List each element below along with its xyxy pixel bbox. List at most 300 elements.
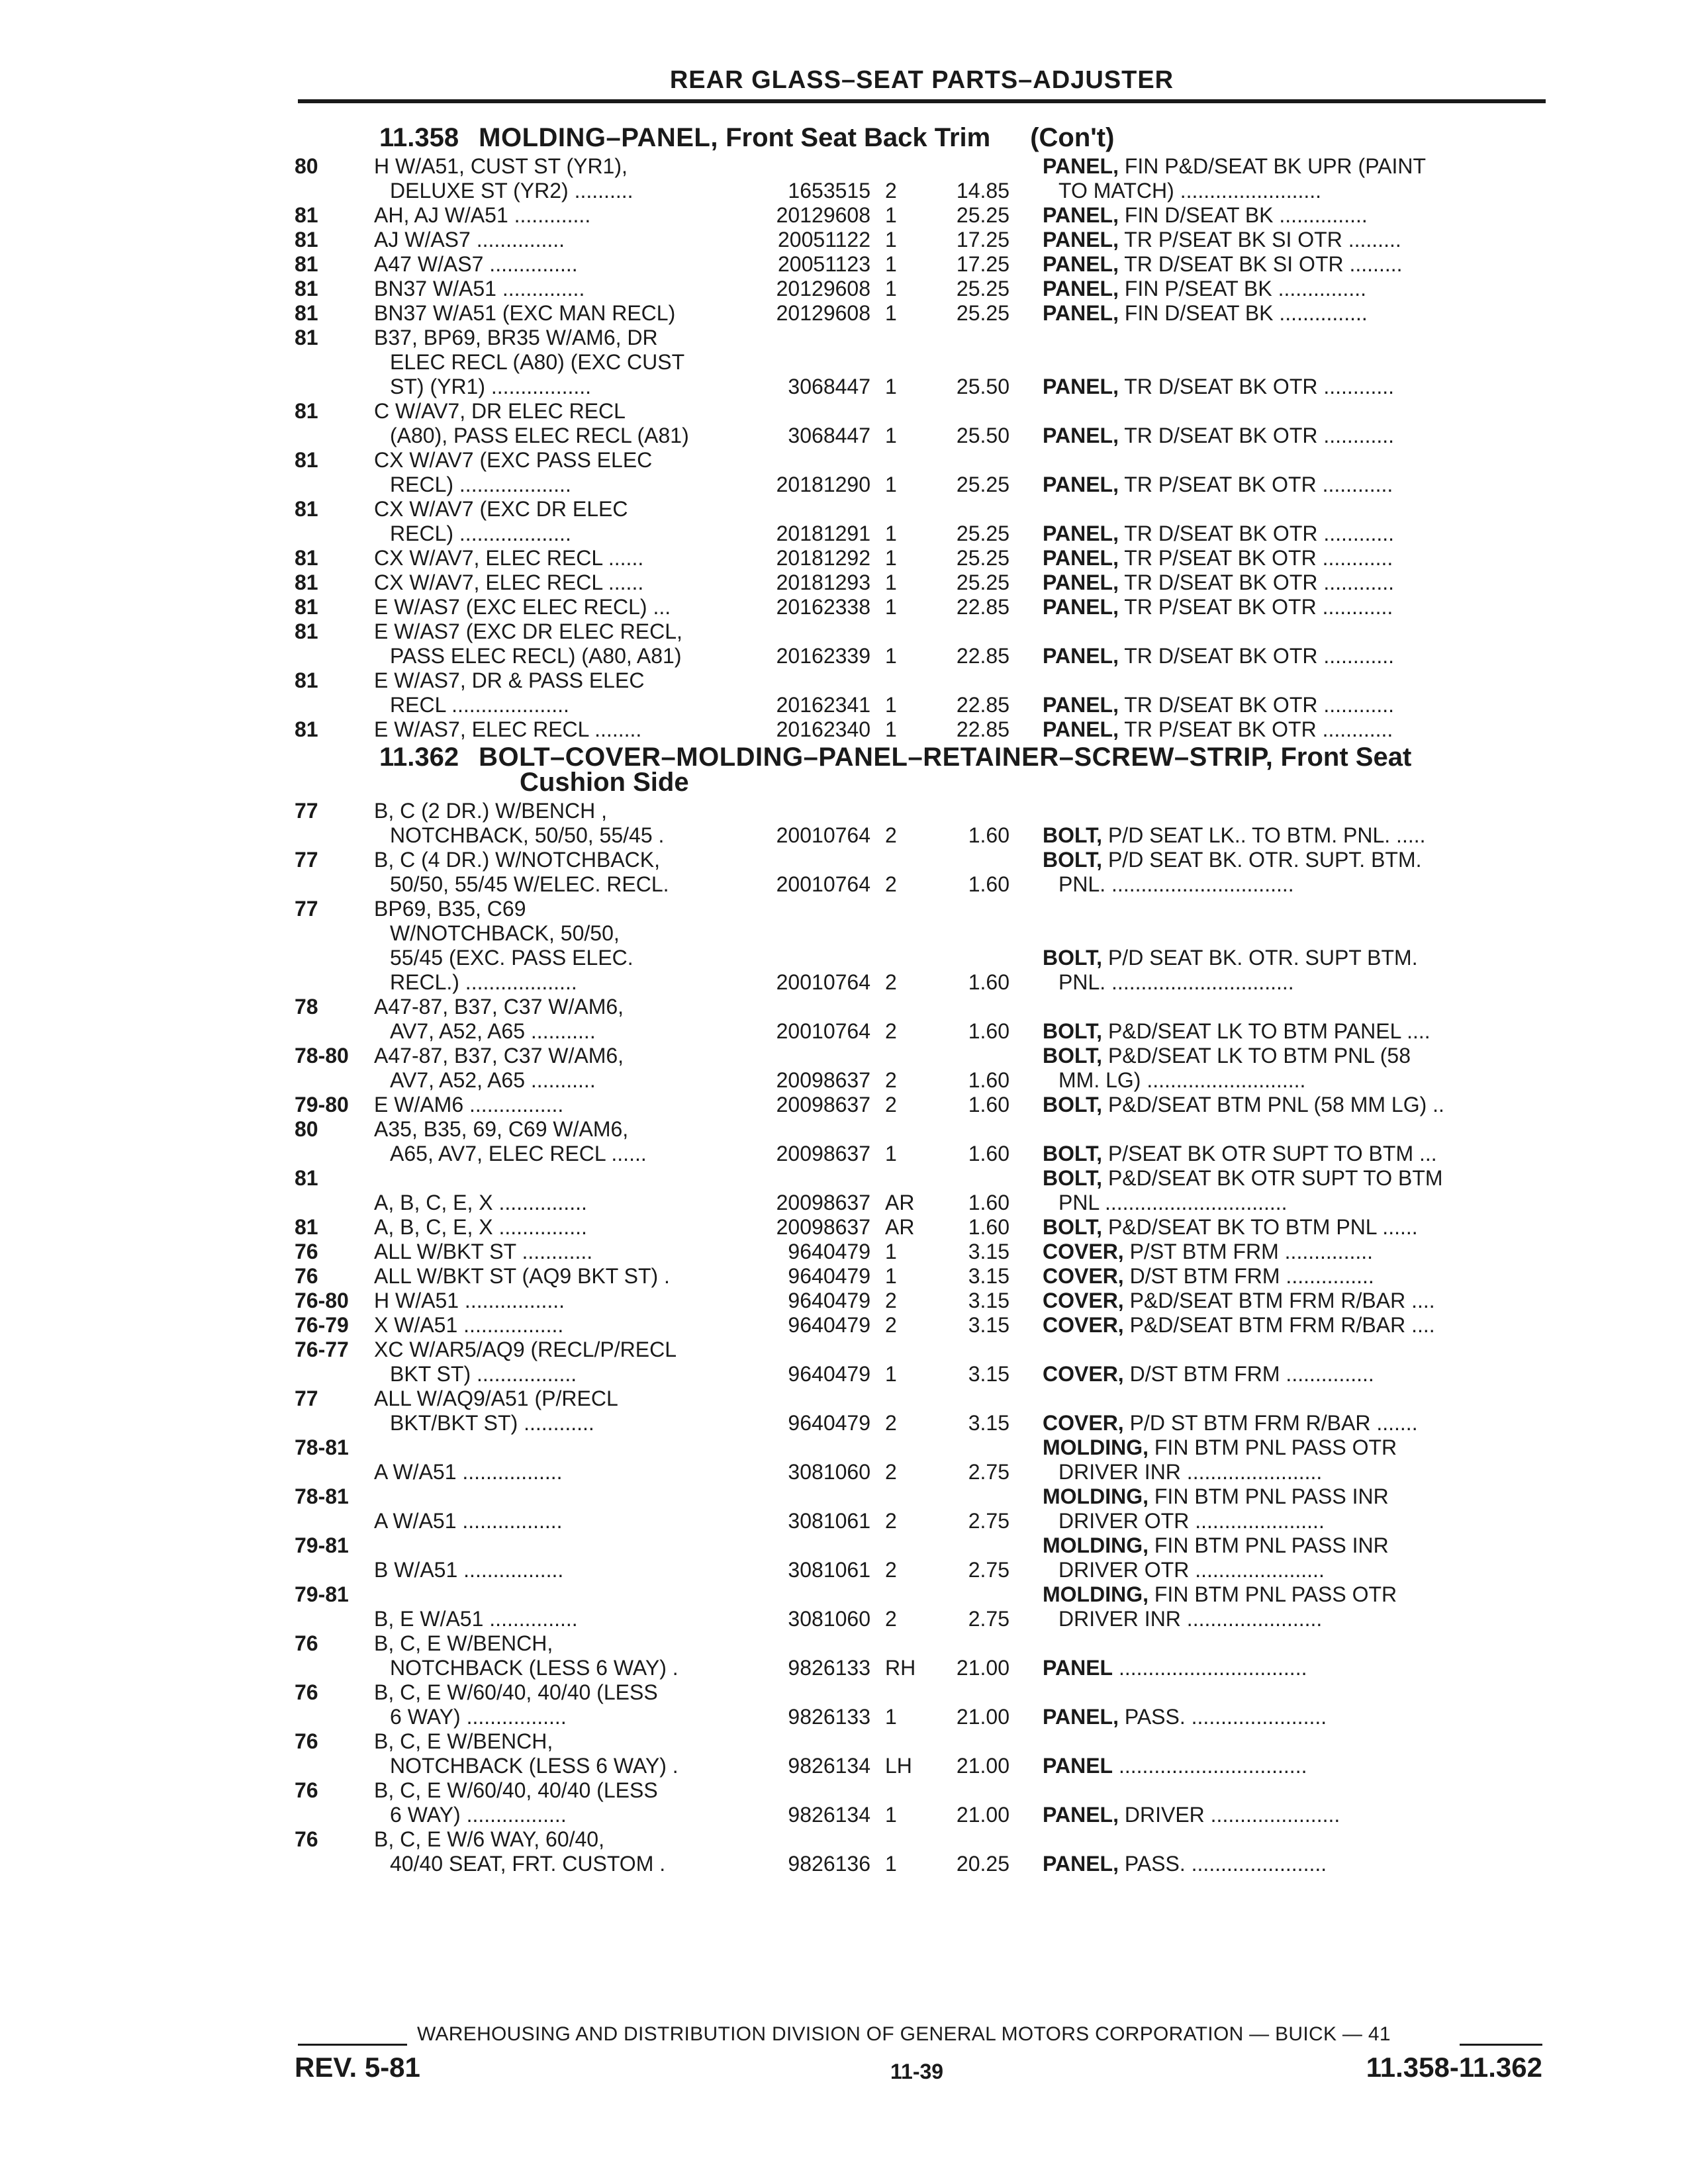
application-line: ALL W/BKT ST (AQ9 BKT ST) . [374, 1264, 670, 1288]
list-price: 3.15 [968, 1240, 1009, 1263]
application-line: B W/A51 ................. [374, 1558, 564, 1582]
description-line [1043, 277, 1506, 301]
part-name: MOLDING, [1043, 1435, 1149, 1459]
description-cell [1009, 1484, 1506, 1533]
application-line: H W/A51, CUST ST (YR1), [374, 154, 628, 178]
quantity: 1 [885, 1240, 897, 1263]
part-name: PANEL, [1043, 644, 1119, 668]
application-line: E W/AS7 (EXC DR ELEC RECL, [374, 619, 682, 643]
illustration-number: 76 [295, 1240, 318, 1263]
application-line: X W/A51 ................. [374, 1313, 564, 1337]
description-cell [1009, 946, 1506, 995]
part-number: 20098637 [776, 1093, 870, 1116]
description-line: DRIVER INR ....................... [1058, 1460, 1323, 1484]
catalog-row [295, 1215, 1546, 1240]
quantity: 1 [885, 1852, 897, 1876]
application-cell [374, 1729, 725, 1778]
application-cell [374, 301, 725, 326]
part-number: 3081060 [788, 1607, 870, 1631]
list-price: 25.25 [956, 203, 1009, 227]
part-name: PANEL, [1043, 203, 1119, 227]
quantity: 1 [885, 1264, 897, 1288]
list-price: 22.85 [956, 717, 1009, 741]
application-cell [374, 595, 725, 619]
quantity: 1 [885, 301, 897, 325]
part-name: PANEL, [1043, 277, 1119, 300]
description-text: TR P/SEAT BK OTR ............ [1124, 595, 1393, 619]
application-line: 55/45 (EXC. PASS ELEC. [390, 946, 633, 970]
part-number: 20129608 [776, 277, 870, 300]
description-text: FIN P&D/SEAT BK UPR (PAINT [1124, 154, 1427, 178]
list-price: 2.75 [968, 1558, 1009, 1582]
part-number: 1653515 [788, 179, 870, 203]
description-text: TR D/SEAT BK OTR ............ [1124, 570, 1395, 594]
catalog-row [295, 570, 1546, 595]
part-number: 9640479 [788, 1289, 870, 1312]
application-line: B37, BP69, BR35 W/AM6, DR [374, 326, 658, 349]
description-text: D/ST BTM FRM ............... [1129, 1264, 1374, 1288]
list-price: 21.00 [956, 1754, 1009, 1778]
illustration-number: 81 [295, 1215, 318, 1239]
application-line: CX W/AV7 (EXC DR ELEC [374, 497, 628, 521]
part-name: BOLT, [1043, 1142, 1103, 1165]
application-cell [374, 848, 725, 897]
application-line: 6 WAY) ................. [390, 1705, 567, 1729]
application-line: RECL.) ................... [390, 970, 577, 994]
catalog-row [295, 848, 1546, 897]
description-line [1043, 1705, 1506, 1729]
part-number: 9640479 [788, 1362, 870, 1386]
description-line [1043, 1582, 1506, 1607]
part-name: BOLT, [1043, 1166, 1103, 1190]
footer-rule-left [298, 2044, 407, 2046]
application-cell [374, 799, 725, 848]
part-number: 9640479 [788, 1411, 870, 1435]
application-cell [374, 1240, 725, 1264]
page-title: REAR GLASS–SEAT PARTS–ADJUSTER [669, 66, 1174, 94]
description-text: P&D/SEAT BTM PNL (58 MM LG) .. [1107, 1093, 1444, 1116]
catalog-row [295, 546, 1546, 570]
application-line: W/NOTCHBACK, 50/50, [390, 921, 620, 945]
application-line: A, B, C, E, X ............... [374, 1191, 587, 1214]
part-number: 9640479 [788, 1264, 870, 1288]
catalog-row [295, 1289, 1546, 1313]
list-price: 20.25 [956, 1852, 1009, 1876]
part-name: BOLT, [1043, 848, 1103, 872]
description-line [1043, 848, 1506, 872]
illustration-number: 78-80 [295, 1044, 349, 1068]
catalog-row [295, 1093, 1546, 1117]
footer-section-range: 11.358-11.362 [1366, 2052, 1542, 2083]
description-text: P&D/SEAT BTM FRM R/BAR .... [1129, 1289, 1435, 1312]
part-name: PANEL, [1043, 1852, 1119, 1876]
list-price: 1.60 [968, 823, 1009, 847]
illustration-number: 81 [295, 203, 318, 227]
list-price: 21.00 [956, 1656, 1009, 1680]
application-cell [374, 1558, 725, 1582]
description-text: P/D SEAT LK.. TO BTM. PNL. ..... [1107, 823, 1426, 847]
application-line: B, C, E W/60/40, 40/40 (LESS [374, 1778, 658, 1802]
description-line [1043, 1533, 1506, 1558]
description-line: PNL. ............................... [1058, 970, 1294, 994]
description-line [1043, 1166, 1506, 1191]
description-line [1043, 546, 1506, 570]
quantity: LH [885, 1754, 912, 1778]
quantity: 1 [885, 570, 897, 594]
illustration-number: 81 [295, 228, 318, 251]
part-name: PANEL, [1043, 154, 1119, 178]
application-line: A, B, C, E, X ............... [374, 1215, 587, 1239]
part-number: 20010764 [776, 823, 870, 847]
part-number: 20098637 [776, 1191, 870, 1214]
illustration-number: 81 [295, 595, 318, 619]
part-name: BOLT, [1043, 1215, 1103, 1239]
description-cell [1009, 301, 1506, 326]
description-text: TR D/SEAT BK OTR ............ [1124, 375, 1395, 398]
application-line: DELUXE ST (YR2) .......... [390, 179, 633, 203]
part-number: 3081061 [788, 1509, 870, 1533]
part-name: PANEL, [1043, 546, 1119, 570]
description-text: TR P/SEAT BK OTR ............ [1124, 717, 1393, 741]
description-line [1043, 1142, 1506, 1166]
application-cell [374, 228, 725, 252]
list-price: 25.50 [956, 424, 1009, 447]
illustration-number: 79-80 [295, 1093, 349, 1116]
description-text: PASS. ....................... [1124, 1705, 1327, 1729]
part-name: PANEL, [1043, 424, 1119, 447]
quantity: 2 [885, 1607, 897, 1631]
description-text: PASS. ....................... [1124, 1852, 1327, 1876]
description-line: DRIVER OTR ...................... [1058, 1509, 1325, 1533]
catalog-row [295, 1264, 1546, 1289]
application-line: B, C, E W/BENCH, [374, 1729, 553, 1753]
description-cell [1009, 848, 1506, 897]
quantity: 2 [885, 1558, 897, 1582]
description-cell [1009, 1215, 1506, 1240]
quantity: 2 [885, 1019, 897, 1043]
part-name: BOLT, [1043, 1093, 1103, 1116]
section-number: 11.362 [379, 743, 459, 772]
illustration-number: 78 [295, 995, 318, 1019]
description-cell [1009, 1411, 1506, 1435]
part-name: MOLDING, [1043, 1582, 1149, 1606]
description-text: P/ST BTM FRM ............... [1129, 1240, 1374, 1263]
catalog-row [295, 1729, 1546, 1778]
section-subtitle: Front Seat [1280, 743, 1412, 772]
description-line [1043, 424, 1506, 448]
illustration-number: 80 [295, 1117, 318, 1141]
catalog-row [295, 1435, 1546, 1484]
catalog-row [295, 497, 1546, 546]
footer-revision: REV. 5-81 [295, 2052, 420, 2083]
application-cell [374, 897, 725, 995]
illustration-number: 81 [295, 619, 318, 643]
description-text: FIN BTM PNL PASS INR [1154, 1484, 1389, 1508]
quantity: 1 [885, 1803, 897, 1827]
quantity: RH [885, 1656, 916, 1680]
part-number: 20098637 [776, 1068, 870, 1092]
application-cell [374, 1289, 725, 1313]
application-line: B, C, E W/6 WAY, 60/40, [374, 1827, 604, 1851]
description-text: TR P/SEAT BK OTR ............ [1124, 546, 1393, 570]
application-cell [374, 252, 725, 277]
part-number: 20181291 [776, 522, 870, 545]
description-cell [1009, 1019, 1506, 1044]
quantity: 1 [885, 595, 897, 619]
list-price: 1.60 [968, 1142, 1009, 1165]
catalog-row [295, 1778, 1546, 1827]
description-line [1043, 1093, 1506, 1117]
application-cell [374, 1460, 725, 1484]
description-line: MM. LG) ........................... [1058, 1068, 1306, 1092]
description-cell [1009, 1166, 1506, 1215]
list-price: 1.60 [968, 1019, 1009, 1043]
description-cell [1009, 1264, 1506, 1289]
section-subtitle: Front Seat Back Trim [726, 123, 991, 152]
application-cell [374, 619, 725, 668]
description-line [1043, 1754, 1506, 1778]
catalog-row [295, 326, 1546, 399]
application-cell [374, 154, 725, 203]
part-name: BOLT, [1043, 946, 1103, 970]
footer-rule-right [1460, 2044, 1542, 2046]
list-price: 25.50 [956, 375, 1009, 398]
description-text: TR D/SEAT BK OTR ............ [1124, 693, 1395, 717]
list-price: 1.60 [968, 1068, 1009, 1092]
catalog-row [295, 1338, 1546, 1387]
application-line: RECL .................... [390, 693, 569, 717]
description-line [1043, 473, 1506, 497]
description-cell [1009, 1705, 1506, 1729]
description-line [1043, 154, 1506, 179]
list-price: 25.25 [956, 546, 1009, 570]
description-line [1043, 1852, 1506, 1876]
part-name: PANEL, [1043, 473, 1119, 496]
application-line: NOTCHBACK (LESS 6 WAY) . [390, 1754, 679, 1778]
list-price: 25.25 [956, 277, 1009, 300]
illustration-number: 81 [295, 497, 318, 521]
section-name: BOLT–COVER–MOLDING–PANEL–RETAINER–SCREW–STRIP, [479, 743, 1274, 772]
application-cell [374, 1044, 725, 1093]
list-price: 14.85 [956, 179, 1009, 203]
catalog-row [295, 1117, 1546, 1166]
illustration-number: 76-77 [295, 1338, 349, 1361]
part-name: COVER, [1043, 1240, 1124, 1263]
illustration-number: 76-79 [295, 1313, 349, 1337]
description-cell [1009, 1435, 1506, 1484]
catalog-row [295, 277, 1546, 301]
application-line: CX W/AV7, ELEC RECL ...... [374, 546, 644, 570]
description-line [1043, 1215, 1506, 1240]
part-name: COVER, [1043, 1264, 1124, 1288]
quantity: 2 [885, 1509, 897, 1533]
application-line: AV7, A52, A65 ........... [390, 1068, 596, 1092]
application-line: BKT/BKT ST) ............ [390, 1411, 594, 1435]
catalog-row [295, 1631, 1546, 1680]
application-cell [374, 1215, 725, 1240]
catalog-row [295, 717, 1546, 742]
part-number: 20162341 [776, 693, 870, 717]
description-text: P/D ST BTM FRM R/BAR ....... [1129, 1411, 1418, 1435]
catalog-row [295, 1313, 1546, 1338]
application-cell [374, 570, 725, 595]
description-cell [1009, 1313, 1506, 1338]
application-cell [374, 1631, 725, 1680]
description-line [1043, 522, 1506, 546]
catalog-row [295, 203, 1546, 228]
application-cell [374, 1313, 725, 1338]
application-line: E W/AM6 ................ [374, 1093, 564, 1116]
quantity: 2 [885, 1313, 897, 1337]
part-number: 20010764 [776, 970, 870, 994]
description-line [1043, 595, 1506, 619]
list-price: 3.15 [968, 1362, 1009, 1386]
application-line: BN37 W/A51 .............. [374, 277, 585, 300]
application-line: BP69, B35, C69 [374, 897, 526, 921]
description-text: FIN D/SEAT BK ............... [1124, 301, 1368, 325]
part-name: COVER, [1043, 1362, 1124, 1386]
part-name: PANEL, [1043, 693, 1119, 717]
part-name: BOLT, [1043, 1044, 1103, 1068]
catalog-row [295, 448, 1546, 497]
part-name: BOLT, [1043, 1019, 1103, 1043]
description-text: TR D/SEAT BK SI OTR ......... [1124, 252, 1403, 276]
application-line: B, C, E W/60/40, 40/40 (LESS [374, 1680, 658, 1704]
catalog-row [295, 399, 1546, 448]
quantity: 2 [885, 1460, 897, 1484]
part-name: MOLDING, [1043, 1484, 1149, 1508]
application-line: A W/A51 ................. [374, 1460, 563, 1484]
quantity: 1 [885, 1142, 897, 1165]
quantity: 2 [885, 970, 897, 994]
illustration-number: 77 [295, 1387, 318, 1410]
section-continued: (Con't) [1030, 123, 1115, 152]
quantity: 2 [885, 1068, 897, 1092]
quantity: 1 [885, 375, 897, 398]
description-line: DRIVER OTR ...................... [1058, 1558, 1325, 1582]
application-cell [374, 1607, 725, 1631]
list-price: 1.60 [968, 872, 1009, 896]
application-line: AJ W/AS7 ............... [374, 228, 565, 251]
description-cell [1009, 473, 1506, 497]
description-line [1043, 1656, 1506, 1680]
illustration-number: 78-81 [295, 1435, 349, 1459]
illustration-number: 76 [295, 1680, 318, 1704]
description-line [1043, 823, 1506, 848]
part-number: 9640479 [788, 1313, 870, 1337]
description-text: TR D/SEAT BK OTR ............ [1124, 644, 1395, 668]
description-cell [1009, 1754, 1506, 1778]
part-number: 20162339 [776, 644, 870, 668]
description-cell [1009, 644, 1506, 668]
application-line: RECL) ................... [390, 473, 571, 496]
description-cell [1009, 546, 1506, 570]
description-cell [1009, 252, 1506, 277]
part-name: COVER, [1043, 1313, 1124, 1337]
application-line: A47-87, B37, C37 W/AM6, [374, 1044, 624, 1068]
catalog-row [295, 1827, 1546, 1876]
application-line: A35, B35, 69, C69 W/AM6, [374, 1117, 629, 1141]
part-number: 20129608 [776, 203, 870, 227]
part-name: PANEL [1043, 1656, 1113, 1680]
part-number: 9826133 [788, 1656, 870, 1680]
list-price: 1.60 [968, 1093, 1009, 1116]
description-cell [1009, 823, 1506, 848]
list-price: 25.25 [956, 473, 1009, 496]
part-name: COVER, [1043, 1289, 1124, 1312]
part-name: PANEL, [1043, 301, 1119, 325]
footer-division: WAREHOUSING AND DISTRIBUTION DIVISION OF GENERAL MOTORS CORPORATION — BUICK — 41 [417, 2023, 1391, 2045]
list-price: 1.60 [968, 1191, 1009, 1214]
description-cell [1009, 1093, 1506, 1117]
list-price: 3.15 [968, 1411, 1009, 1435]
catalog-row [295, 154, 1546, 203]
illustration-number: 76 [295, 1631, 318, 1655]
description-line: DRIVER INR ....................... [1058, 1607, 1323, 1631]
application-line: E W/AS7, DR & PASS ELEC [374, 668, 645, 692]
application-line: 40/40 SEAT, FRT. CUSTOM . [390, 1852, 666, 1876]
section-title [295, 745, 1546, 795]
description-cell [1009, 1289, 1506, 1313]
description-cell [1009, 424, 1506, 448]
description-line [1043, 1362, 1506, 1387]
quantity: 1 [885, 717, 897, 741]
catalog-row [295, 1166, 1546, 1215]
illustration-number: 79-81 [295, 1582, 349, 1606]
part-number: 20181293 [776, 570, 870, 594]
application-line: E W/AS7, ELEC RECL ........ [374, 717, 642, 741]
description-text: P&D/SEAT LK TO BTM PNL (58 [1107, 1044, 1411, 1068]
list-price: 22.85 [956, 644, 1009, 668]
part-number: 9826133 [788, 1705, 870, 1729]
list-price: 2.75 [968, 1607, 1009, 1631]
list-price: 17.25 [956, 252, 1009, 276]
description-line [1043, 1264, 1506, 1289]
catalog-row [295, 228, 1546, 252]
application-line: A47-87, B37, C37 W/AM6, [374, 995, 624, 1019]
application-cell [374, 668, 725, 717]
illustration-number: 81 [295, 448, 318, 472]
part-number: 20010764 [776, 872, 870, 896]
catalog-row [295, 1387, 1546, 1435]
application-line: A47 W/AS7 ............... [374, 252, 578, 276]
description-text: P/D SEAT BK. OTR. SUPT BTM. [1107, 946, 1418, 970]
list-price: 22.85 [956, 693, 1009, 717]
list-price: 21.00 [956, 1803, 1009, 1827]
header-rule [298, 99, 1546, 103]
illustration-number: 76 [295, 1264, 318, 1288]
part-name: MOLDING, [1043, 1533, 1149, 1557]
description-text: D/ST BTM FRM ............... [1129, 1362, 1374, 1386]
list-price: 25.25 [956, 301, 1009, 325]
list-price: 3.15 [968, 1264, 1009, 1288]
quantity: 1 [885, 203, 897, 227]
description-line: PNL ............................... [1058, 1191, 1288, 1214]
description-cell [1009, 154, 1506, 203]
list-price: 22.85 [956, 595, 1009, 619]
description-text: P&D/SEAT BK OTR SUPT TO BTM [1107, 1166, 1443, 1190]
quantity: 2 [885, 1411, 897, 1435]
quantity: 1 [885, 473, 897, 496]
description-text: P&D/SEAT BK TO BTM PNL ...... [1107, 1215, 1418, 1239]
section-number: 11.358 [379, 123, 459, 152]
quantity: 1 [885, 277, 897, 300]
description-line [1043, 301, 1506, 326]
application-line: H W/A51 ................. [374, 1289, 565, 1312]
description-cell [1009, 1533, 1506, 1582]
list-price: 2.75 [968, 1460, 1009, 1484]
application-cell [374, 1509, 725, 1533]
